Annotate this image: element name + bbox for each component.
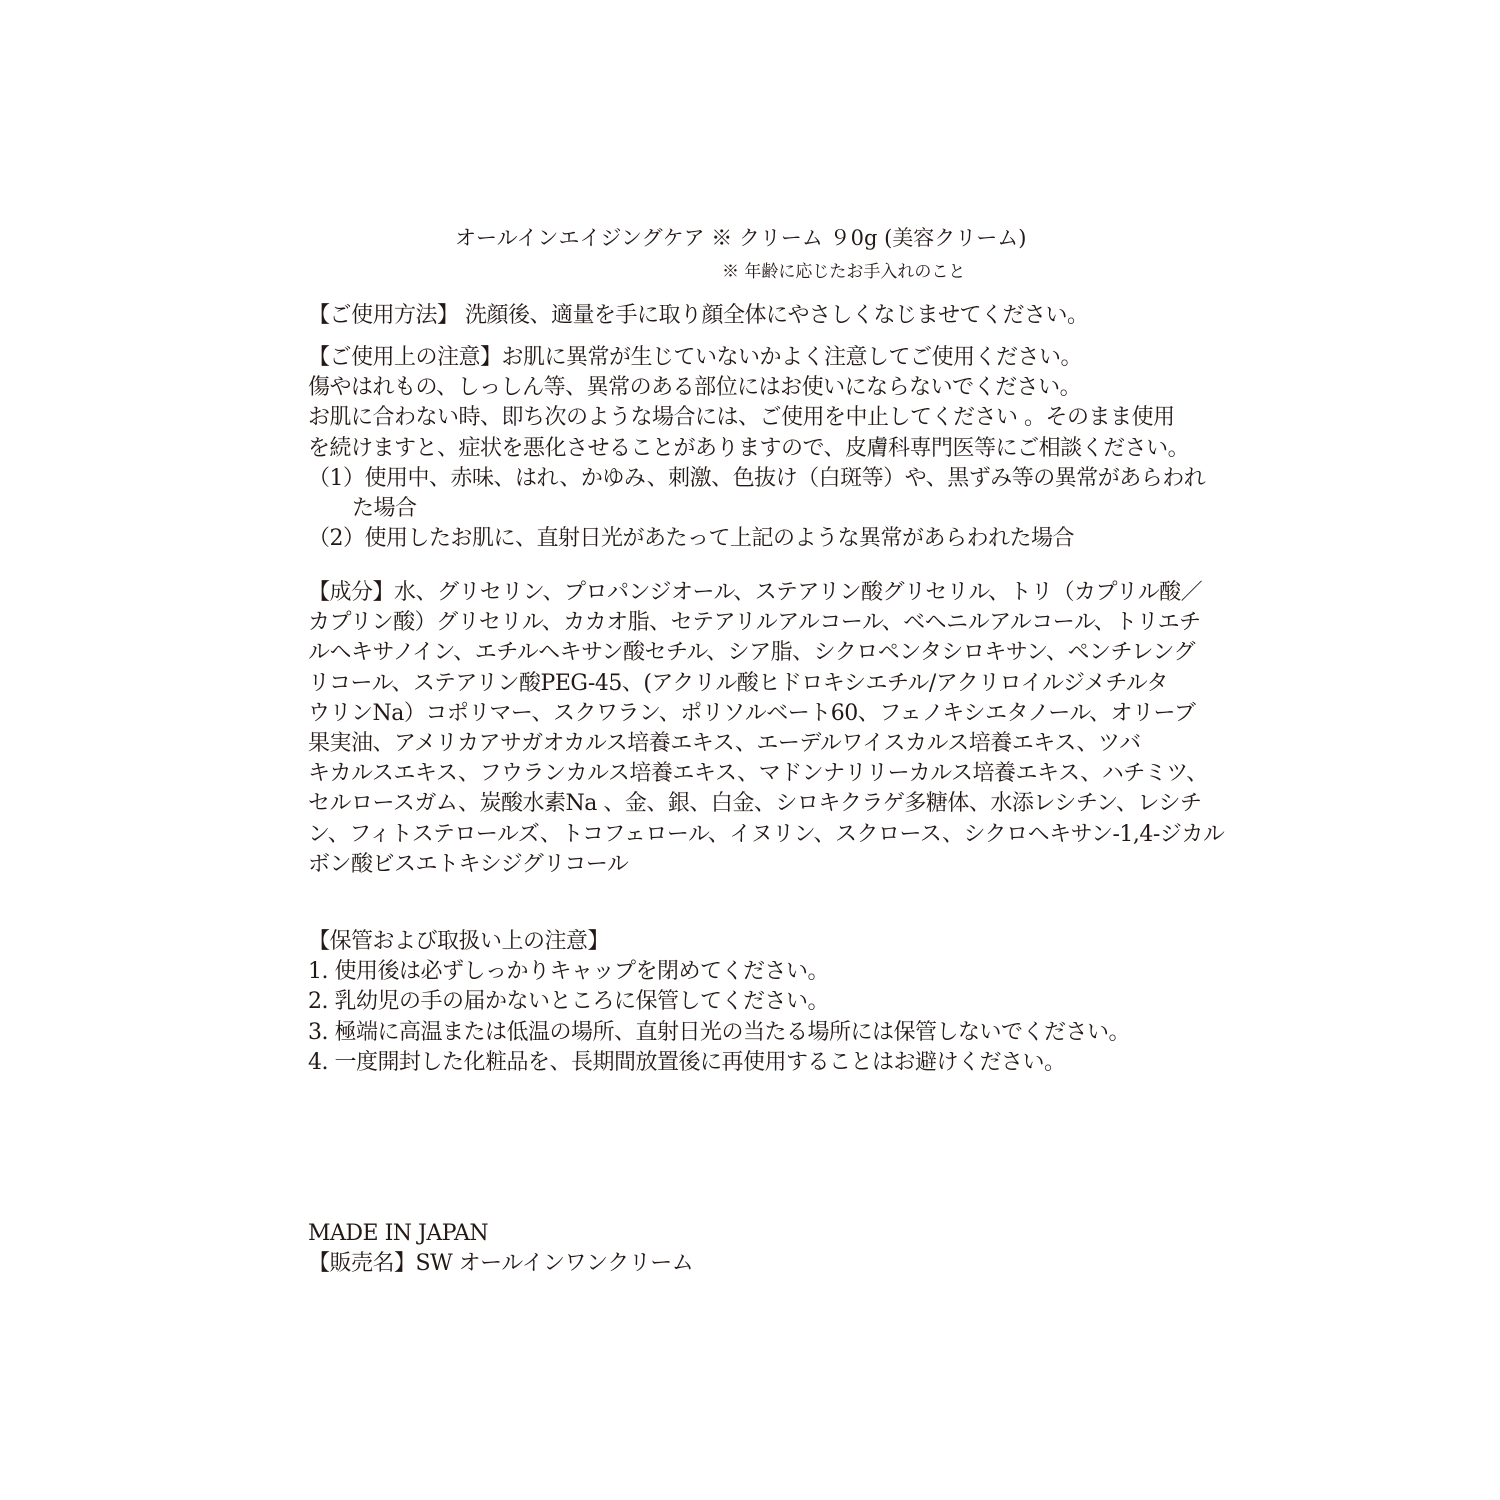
storage-section [308, 927, 1130, 1078]
caution-line: た場合 [352, 496, 417, 522]
caution-line: を続けますと、症状を悪化させることがありますので、皮膚科専門医等にご相談ください。 [308, 435, 1190, 461]
made-in-label: MADE IN JAPAN [308, 1221, 489, 1246]
storage-heading: 【保管および取扱い上の注意】 [308, 929, 610, 954]
footer-section [308, 1219, 693, 1279]
ingredient-line: ウリンNa）コポリマー、スクワラン、ポリソルベート60、フェノキシエタノール、オリーブ [308, 700, 1196, 726]
storage-item: 4. 一度開封した化粧品を、長期間放置後に再使用することはお避けください。 [308, 1049, 1066, 1075]
caution-line: 傷やはれもの、しっしん等、異常のある部位にはお使いにならないでください。 [308, 375, 1082, 401]
ingredients-section [308, 578, 1224, 880]
product-title: オールインエイジングケア ※ クリーム ９0g (美容クリーム) [455, 226, 1027, 250]
ingredient-line: 【成分】水、グリセリン、プロパンジオール、ステアリン酸グリセリル、トリ（カプリル酸／ [308, 580, 1203, 605]
ingredient-line: ボン酸ビスエトキシジグリコール [308, 851, 629, 877]
sales-name: 【販売名】SW オールインワンクリーム [308, 1251, 694, 1277]
caution-line: （2）使用したお肌に、直射日光があたって上記のような異常があらわれた場合 [308, 526, 1074, 552]
storage-item: 1. 使用後は必ずしっかりキャップを閉めてください。 [308, 959, 829, 985]
caution-line: 【ご使用上の注意】お肌に異常が生じていないかよく注意してご使用ください。 [308, 345, 1083, 370]
ingredient-line: ン、フィトステロールズ、トコフェロール、イヌリン、スクロース、シクロヘキサン-1,4-ジカル [308, 821, 1225, 847]
cautions-section [308, 343, 1205, 554]
ingredient-line: ルヘキサノイン、エチルヘキサン酸セチル、シア脂、シクロペンタシロキサン、ペンチレング [308, 640, 1196, 666]
ingredient-line: リコール、ステアリン酸PEG-45、(アクリル酸ヒドロキシエチル/アクリロイルジメチルタ [308, 670, 1168, 696]
ingredient-line: カプリン酸）グリセリル、カカオ脂、セテアリルアルコール、ベヘニルアルコール、トリエチ [308, 610, 1201, 636]
ingredient-line: 果実油、アメリカアサガオカルス培養エキス、エーデルワイスカルス培養エキス、ツバ [308, 731, 1141, 757]
storage-item: 3. 極端に高温または低温の場所、直射日光の当たる場所には保管しないでください。 [308, 1019, 1130, 1045]
ingredient-line: セルロースガム、炭酸水素Na 、金、銀、白金、シロキクラゲ多糖体、水添レシチン、レシチ [308, 791, 1202, 817]
caution-line: お肌に合わない時、即ち次のような場合には、ご使用を中止してください 。そのまま使用 [308, 405, 1175, 431]
caution-line: （1）使用中、赤味、はれ、かゆみ、刺激、色抜け（白斑等）や、黒ずみ等の異常があらわれ [308, 465, 1206, 491]
usage-section [308, 301, 1089, 331]
storage-item: 2. 乳幼児の手の届かないところに保管してください。 [308, 989, 829, 1015]
usage-text: 【ご使用方法】 洗顔後、適量を手に取り顔全体にやさしくなじませてください。 [308, 303, 1089, 328]
ingredient-line: キカルスエキス、フウランカルス培養エキス、マドンナリリーカルス培養エキス、ハチミツ、 [308, 761, 1208, 787]
product-subtitle: ※ 年齢に応じたお手入れのこと [722, 262, 966, 282]
